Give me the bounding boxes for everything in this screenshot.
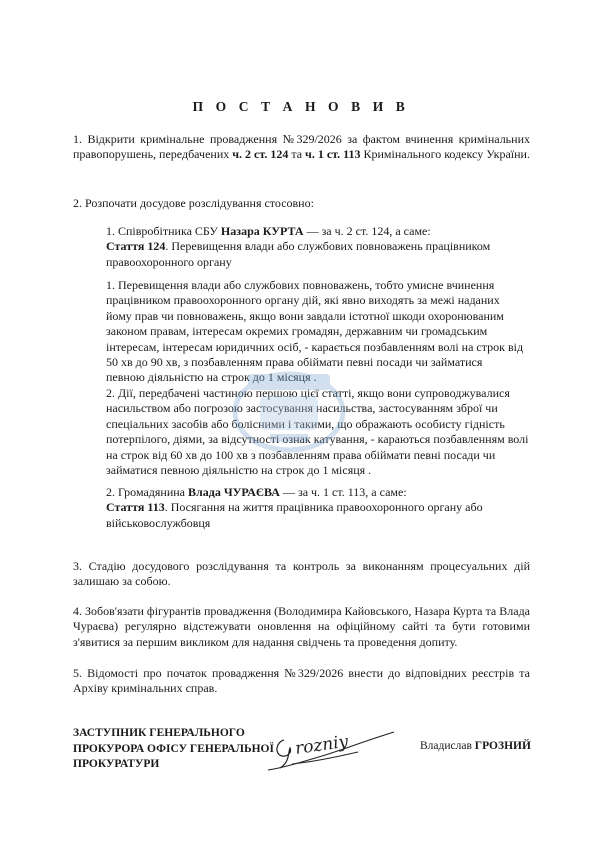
- article-124-number: Стаття 124: [106, 239, 166, 254]
- item-1-article-ref-1: ч. 2 ст. 124: [232, 147, 289, 162]
- article-124-title: . Перевищення влади або службових повноважень працівником правоохоронного органу: [106, 239, 491, 269]
- item-1-article-ref-2: ч. 1 ст. 113: [305, 147, 361, 162]
- person-1-prefix: 1. Співробітника СБУ: [106, 224, 221, 238]
- handwritten-signature: [262, 722, 402, 782]
- item-1-text-a: 1. Відкрити кримінальне провадження №329/2026 за фактом вчинення кримінальних правопорушень, передбачених: [73, 132, 530, 162]
- document-heading: П О С Т А Н О В И В: [192, 99, 410, 114]
- person-2-prefix: 2. Громадянина: [106, 485, 189, 499]
- item-4: 4. Зобов'язати фігурантів провадження (Володимира Кайовського, Назара Курта та Влада Чураєва) регулярно відстежувати оновлення на офіційному сайті та бути готовими з'явитися за першим викликом для надання свідчень та проведення допиту.: [73, 604, 530, 649]
- person-1-name: Назара КУРТА: [220, 224, 304, 238]
- person-2-name: Влада ЧУРАЄВА: [188, 485, 280, 499]
- signatory-title-line-2: ПРОКУРОРА ОФІСУ ГЕНЕРАЛЬНОЇ: [73, 742, 274, 755]
- signatory-first-name: Владислав: [420, 740, 475, 752]
- item-5: 5. Відомості про початок провадження №329/2026 внести до відповідних реєстрів та Архіву кримінальних справ.: [73, 666, 530, 696]
- signatory-title-line-1: ЗАСТУПНИК ГЕНЕРАЛЬНОГО: [73, 727, 245, 739]
- item-1: [73, 132, 530, 163]
- svg-text:rozniy: rozniy: [293, 731, 350, 759]
- signatory-title: [73, 726, 283, 773]
- person-2-header: [106, 485, 530, 531]
- item-1-text-d: Кримінального кодексу України.: [360, 147, 530, 162]
- person-1-header: [106, 224, 530, 270]
- signatory-name: [420, 740, 531, 752]
- item-1-text-c: та: [288, 147, 306, 162]
- person-2-suffix: — за ч. 1 ст. 113, а саме:: [279, 485, 407, 499]
- signatory-title-line-3: ПРОКУРАТУРИ: [73, 758, 160, 770]
- article-124-part-1: 1. Перевищення влади або службових повноважень, тобто умисне вчинення працівником правоохоронного органу дій, які явно виходять за межі наданих йому прав чи повноважень, якщо вони завдали істотної шкоди охоронюваним законом правам, інтересам окремих громадян, державним чи громадським інтересам, інтересам юридичних осіб, - карається позбавленням волі на строк від 50 хв до 90 хв, з позбавленням права обіймати певні посади чи займатися певною діяльністю на строк до 1 місяця .: [106, 278, 524, 385]
- item-3: 3. Стадію досудового розслідування та контроль за виконанням процесуальних дій залишаю за собою.: [73, 559, 530, 589]
- signatory-surname: ГРОЗНИЙ: [474, 740, 531, 752]
- item-2: 2. Розпочати досудове розслідування стосовно:: [73, 196, 314, 210]
- article-113-title: . Посягання на життя працівника правоохоронного органу або військовослужбовця: [106, 500, 483, 530]
- article-124-part-2: 2. Дії, передбачені частиною першою цієї статті, якщо вони супроводжувалися насильством або погрозою застосування насильства, застосуванням зброї чи спеціальних засобів або болісними і такими, що ображають особисту гідність потерпілого, діями, за відсутності ознак катування, - караються позбавленням волі на строк від 60 хв до 100 хв з позбавленням права обіймати певні посади чи займатися певною діяльністю на строк до 1 місяця .: [106, 386, 529, 478]
- article-113-number: Стаття 113: [106, 500, 165, 515]
- person-1-suffix: — за ч. 2 ст. 124, а саме:: [303, 224, 431, 238]
